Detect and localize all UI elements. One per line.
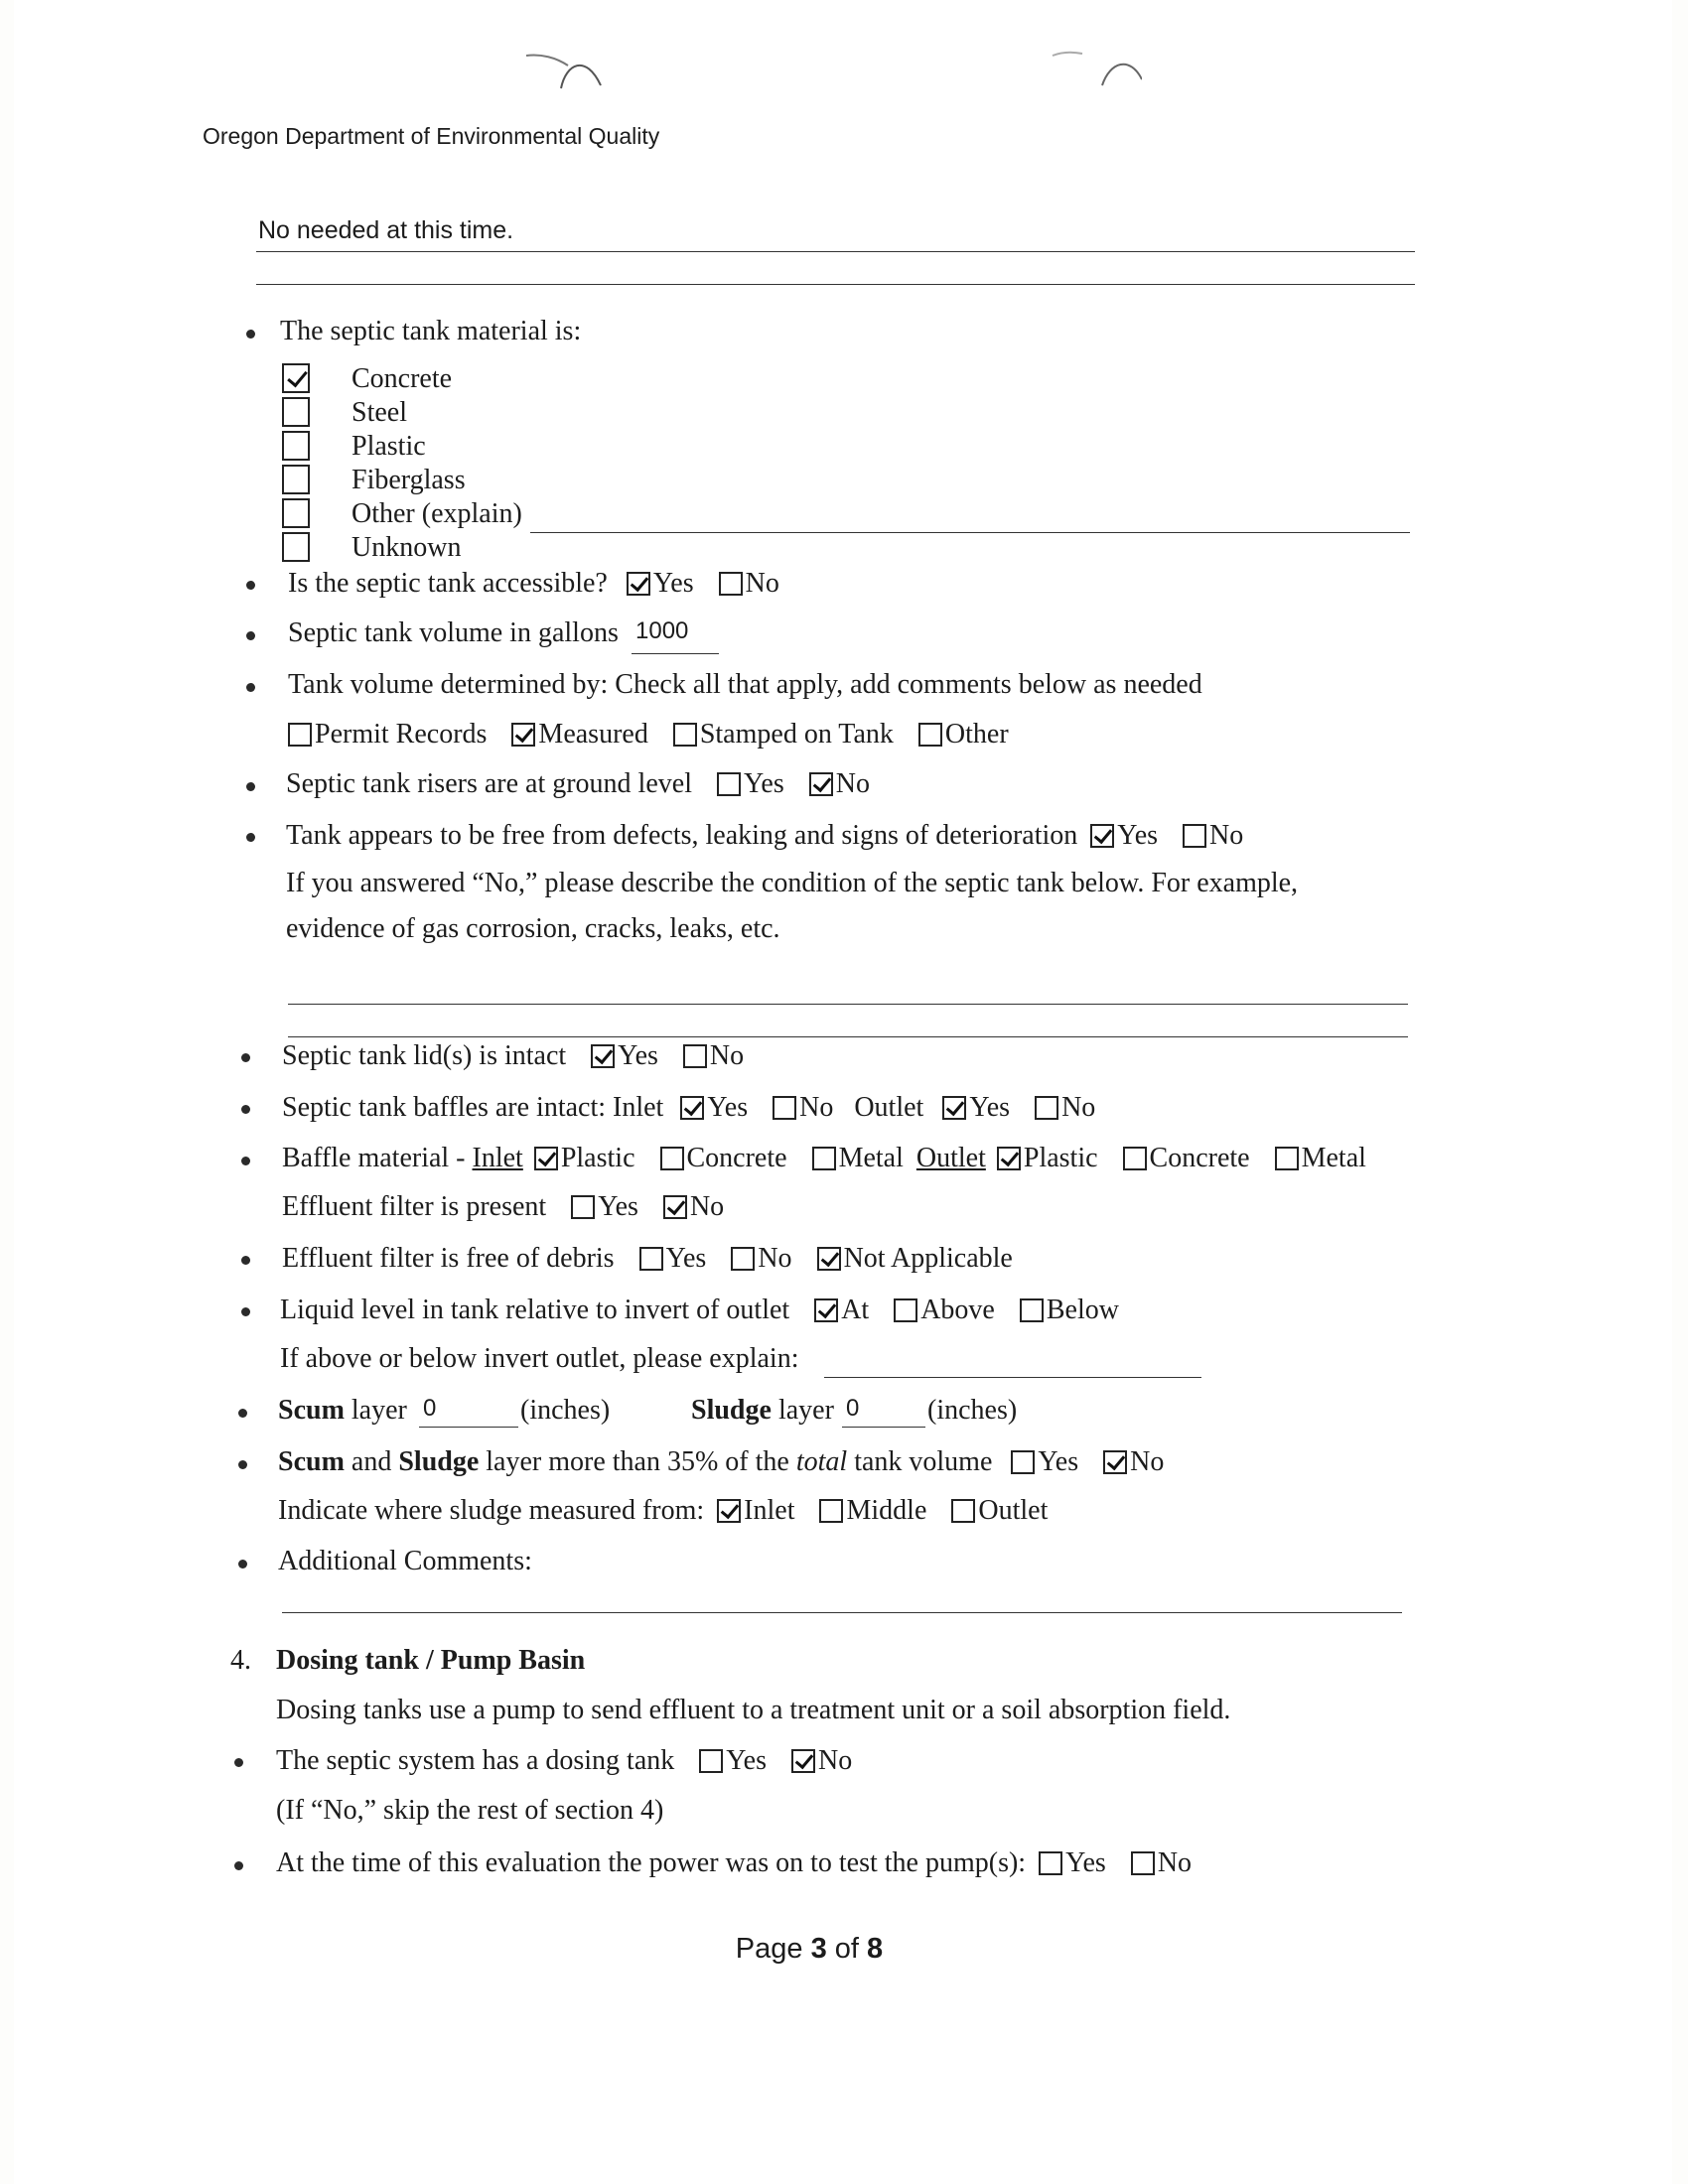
and-word: and: [351, 1446, 392, 1477]
defects-row: [286, 820, 1243, 852]
outlet-metal-checkbox[interactable]: [1275, 1147, 1299, 1170]
note-line-1: [256, 251, 1415, 252]
page-word: Page: [735, 1933, 803, 1965]
option-label: Above: [920, 1295, 995, 1325]
defects-no-checkbox[interactable]: [1183, 824, 1206, 848]
risers-yes-checkbox[interactable]: [717, 772, 741, 796]
inlet-yes-checkbox[interactable]: [680, 1096, 704, 1120]
option-label: Concrete: [686, 1143, 787, 1173]
option-label: No: [1157, 1847, 1193, 1878]
option-label: Concrete: [1149, 1143, 1250, 1173]
material-question: The septic tank material is:: [280, 316, 582, 346]
option-label: Inlet: [744, 1495, 795, 1526]
volume-value[interactable]: 1000: [635, 617, 689, 644]
material-label: Fiberglass: [352, 465, 466, 495]
volume-label: Septic tank volume in gallons: [288, 617, 619, 648]
material-option-steel[interactable]: [282, 397, 313, 428]
layer-text: layer: [351, 1395, 407, 1426]
accessible-question: Is the septic tank accessible?: [288, 568, 608, 599]
sludge-value[interactable]: 0: [846, 1395, 860, 1422]
where-inlet-checkbox[interactable]: [717, 1499, 741, 1523]
scum-value[interactable]: 0: [423, 1395, 437, 1422]
option-label: Yes: [726, 1745, 768, 1776]
option-label: Not Applicable: [843, 1243, 1013, 1274]
accessible-no-checkbox[interactable]: [719, 572, 743, 596]
power-no-checkbox[interactable]: [1131, 1851, 1155, 1875]
bullet: [241, 1256, 250, 1265]
scum-line: [419, 1427, 518, 1428]
material-option-concrete[interactable]: [282, 363, 313, 394]
defects-note-1: If you answered “No,” please describe the condition of the septic tank below. For example,: [286, 868, 1299, 898]
scum-row: [278, 1395, 407, 1427]
baffles-row: [282, 1092, 1095, 1124]
scum-word: Scum: [278, 1446, 345, 1477]
checkbox[interactable]: [282, 363, 310, 393]
bullet: [246, 330, 255, 339]
dosing-no-checkbox[interactable]: [791, 1749, 815, 1773]
option-label: Yes: [743, 768, 784, 799]
filter-debris-row: [282, 1243, 1013, 1275]
bullet: [241, 1157, 250, 1165]
option-label: Middle: [846, 1495, 927, 1526]
inlet-no-checkbox[interactable]: [773, 1096, 796, 1120]
scum-sludge-label: layer more than 35% of the: [486, 1446, 789, 1477]
option-label: No: [758, 1243, 792, 1274]
debris-no-checkbox[interactable]: [731, 1247, 755, 1271]
option-label: Stamped on Tank: [699, 719, 894, 750]
punch-mark-right: [1043, 44, 1142, 93]
level-at-checkbox[interactable]: [814, 1298, 838, 1322]
bullet: [238, 1560, 247, 1569]
lid-row: [282, 1040, 744, 1072]
page-total: 8: [867, 1933, 884, 1965]
filter-yes-checkbox[interactable]: [571, 1195, 595, 1219]
accessible-yes-checkbox[interactable]: [627, 572, 650, 596]
punch-mark-left: [516, 44, 616, 93]
section-title: Dosing tank / Pump Basin: [276, 1645, 586, 1676]
bullet: [246, 683, 255, 692]
option-label: No: [799, 1092, 834, 1123]
lid-yes-checkbox[interactable]: [591, 1044, 615, 1068]
outlet-label: Outlet: [854, 1092, 924, 1123]
option-label: Measured: [538, 719, 648, 750]
power-yes-checkbox[interactable]: [1039, 1851, 1062, 1875]
liquid-level-row: [280, 1295, 1119, 1326]
bullet: [246, 581, 255, 590]
option-label: Metal: [838, 1143, 904, 1173]
dosing-yes-checkbox[interactable]: [699, 1749, 723, 1773]
effluent-filter-row: [282, 1191, 724, 1223]
of-word: of: [834, 1933, 859, 1965]
inlet-concrete-checkbox[interactable]: [660, 1147, 684, 1170]
material-label: Plastic: [352, 431, 426, 462]
defects-note-2: evidence of gas corrosion, cracks, leaks, etc.: [286, 913, 780, 944]
option-label: Yes: [707, 1092, 749, 1123]
option-label: No: [745, 568, 779, 599]
sludge-line: [842, 1427, 925, 1428]
option-label: No: [818, 1745, 853, 1776]
material-option-plastic[interactable]: [282, 431, 313, 462]
level-explain-line: [824, 1377, 1201, 1378]
effluent-filter-label: Effluent filter is present: [282, 1191, 547, 1222]
risers-row: [286, 768, 870, 800]
other-checkbox[interactable]: [918, 723, 942, 747]
sludge-where-row: [278, 1495, 1048, 1527]
bullet: [241, 1053, 250, 1062]
checkbox[interactable]: [282, 431, 310, 461]
option-label: Permit Records: [315, 719, 488, 750]
outlet-label: Outlet: [915, 1143, 986, 1173]
total-word: total: [795, 1446, 848, 1477]
level-explain-label: If above or below invert outlet, please explain:: [280, 1343, 799, 1374]
note-line-2: [256, 284, 1415, 285]
outlet-yes-checkbox[interactable]: [942, 1096, 966, 1120]
baffles-label: Septic tank baffles are intact: Inlet: [282, 1092, 664, 1123]
option-label: Yes: [618, 1040, 658, 1071]
accessible-row: [288, 568, 779, 600]
bullet: [241, 1307, 250, 1316]
comments-line: [282, 1612, 1402, 1613]
layer-text: layer: [777, 1395, 834, 1426]
agency-header: Oregon Department of Environmental Quality: [203, 123, 660, 149]
checkbox[interactable]: [282, 465, 310, 494]
scum-unit: (inches): [520, 1395, 611, 1426]
scum-label: Scum: [278, 1395, 345, 1426]
option-label: Plastic: [1023, 1143, 1098, 1173]
option-label: Yes: [652, 568, 694, 599]
bullet: [246, 833, 255, 842]
level-above-checkbox[interactable]: [894, 1298, 917, 1322]
option-label: Yes: [969, 1092, 1011, 1123]
lid-label: Septic tank lid(s) is intact: [282, 1040, 567, 1071]
section-description: Dosing tanks use a pump to send effluent to a treatment unit or a soil absorption field.: [276, 1695, 1231, 1725]
where-outlet-checkbox[interactable]: [951, 1499, 975, 1523]
power-label: At the time of this evaluation the power was on to test the pump(s):: [276, 1847, 1027, 1878]
bullet: [238, 1409, 247, 1418]
baffle-material-label: Baffle material -: [282, 1143, 473, 1173]
comments-label: Additional Comments:: [278, 1546, 532, 1576]
skip-note: (If “No,” skip the rest of section 4): [276, 1795, 664, 1826]
defects-yes-checkbox[interactable]: [1090, 824, 1114, 848]
measured-checkbox[interactable]: [511, 723, 535, 747]
sludge-word: Sludge: [398, 1446, 480, 1477]
material-option-fiberglass[interactable]: [282, 465, 313, 495]
scum-sludge-row: [278, 1446, 1164, 1478]
option-label: No: [1130, 1446, 1165, 1477]
option-label: Below: [1046, 1295, 1119, 1325]
percent-yes-checkbox[interactable]: [1011, 1450, 1035, 1474]
debris-na-checkbox[interactable]: [817, 1247, 841, 1271]
determined-options: [288, 719, 1009, 751]
outlet-concrete-checkbox[interactable]: [1123, 1147, 1147, 1170]
option-label: Other: [944, 719, 1009, 750]
material-label: Concrete: [352, 363, 453, 394]
liquid-level-label: Liquid level in tank relative to invert of outlet: [280, 1295, 790, 1325]
level-below-checkbox[interactable]: [1020, 1298, 1044, 1322]
option-label: No: [1209, 820, 1244, 851]
scum-sludge-label-b: tank volume: [854, 1446, 993, 1477]
inlet-plastic-checkbox[interactable]: [534, 1147, 558, 1170]
option-label: Metal: [1301, 1143, 1366, 1173]
option-label: Yes: [665, 1243, 707, 1274]
where-middle-checkbox[interactable]: [819, 1499, 843, 1523]
sludge-where-label: Indicate where sludge measured from:: [278, 1495, 705, 1526]
bullet: [234, 1861, 243, 1870]
material-label: Other (explain): [352, 498, 522, 529]
bullet: [246, 782, 255, 791]
option-label: Yes: [1065, 1847, 1106, 1878]
sludge-label: Sludge: [691, 1395, 772, 1426]
page-current: 3: [810, 1933, 827, 1965]
dosing-row: [276, 1745, 852, 1777]
material-option-other[interactable]: [282, 498, 313, 529]
volume-line: [632, 653, 719, 654]
material-option-unknown[interactable]: [282, 532, 313, 563]
option-label: Plastic: [560, 1143, 635, 1173]
other-explain-line: [530, 532, 1410, 533]
filter-no-checkbox[interactable]: [663, 1195, 687, 1219]
inlet-metal-checkbox[interactable]: [812, 1147, 836, 1170]
bullet: [234, 1758, 243, 1767]
risers-no-checkbox[interactable]: [809, 772, 833, 796]
stamped-checkbox[interactable]: [673, 723, 697, 747]
sludge-unit: (inches): [927, 1395, 1018, 1426]
inlet-label: Inlet: [472, 1143, 523, 1173]
option-label: Outlet: [978, 1495, 1049, 1526]
checkbox[interactable]: [282, 532, 310, 562]
option-label: No: [689, 1191, 725, 1222]
determined-label: Tank volume determined by: Check all that apply, add comments below as needed: [288, 669, 1202, 700]
section-number: 4.: [230, 1645, 251, 1676]
baffle-material-row: [282, 1143, 1366, 1174]
option-label: No: [1061, 1092, 1096, 1123]
defects-line-1: [288, 1004, 1408, 1005]
option-label: Yes: [1117, 820, 1159, 851]
option-label: No: [835, 768, 870, 799]
outlet-plastic-checkbox[interactable]: [997, 1147, 1021, 1170]
material-label: Steel: [352, 397, 407, 428]
checkbox[interactable]: [282, 397, 310, 427]
defects-label: Tank appears to be free from defects, leaking and signs of deterioration: [286, 820, 1078, 851]
option-label: Yes: [598, 1191, 638, 1222]
bullet: [238, 1460, 247, 1469]
top-note: No needed at this time.: [258, 216, 514, 244]
lid-no-checkbox[interactable]: [683, 1044, 707, 1068]
sludge-row: [691, 1395, 834, 1427]
option-label: Yes: [1038, 1446, 1079, 1477]
percent-no-checkbox[interactable]: [1103, 1450, 1127, 1474]
bullet: [241, 1105, 250, 1114]
defects-line-2: [288, 1036, 1408, 1037]
outlet-no-checkbox[interactable]: [1035, 1096, 1058, 1120]
filter-debris-label: Effluent filter is free of debris: [282, 1243, 615, 1274]
permit-records-checkbox[interactable]: [288, 723, 312, 747]
dosing-label: The septic system has a dosing tank: [276, 1745, 675, 1776]
option-label: At: [841, 1295, 870, 1325]
option-label: No: [709, 1040, 745, 1071]
power-row: [276, 1847, 1192, 1879]
checkbox[interactable]: [282, 498, 310, 528]
material-label: Unknown: [352, 532, 462, 563]
risers-label: Septic tank risers are at ground level: [286, 768, 692, 799]
debris-yes-checkbox[interactable]: [639, 1247, 663, 1271]
page-number: [0, 1933, 1618, 1966]
bullet: [246, 631, 255, 640]
